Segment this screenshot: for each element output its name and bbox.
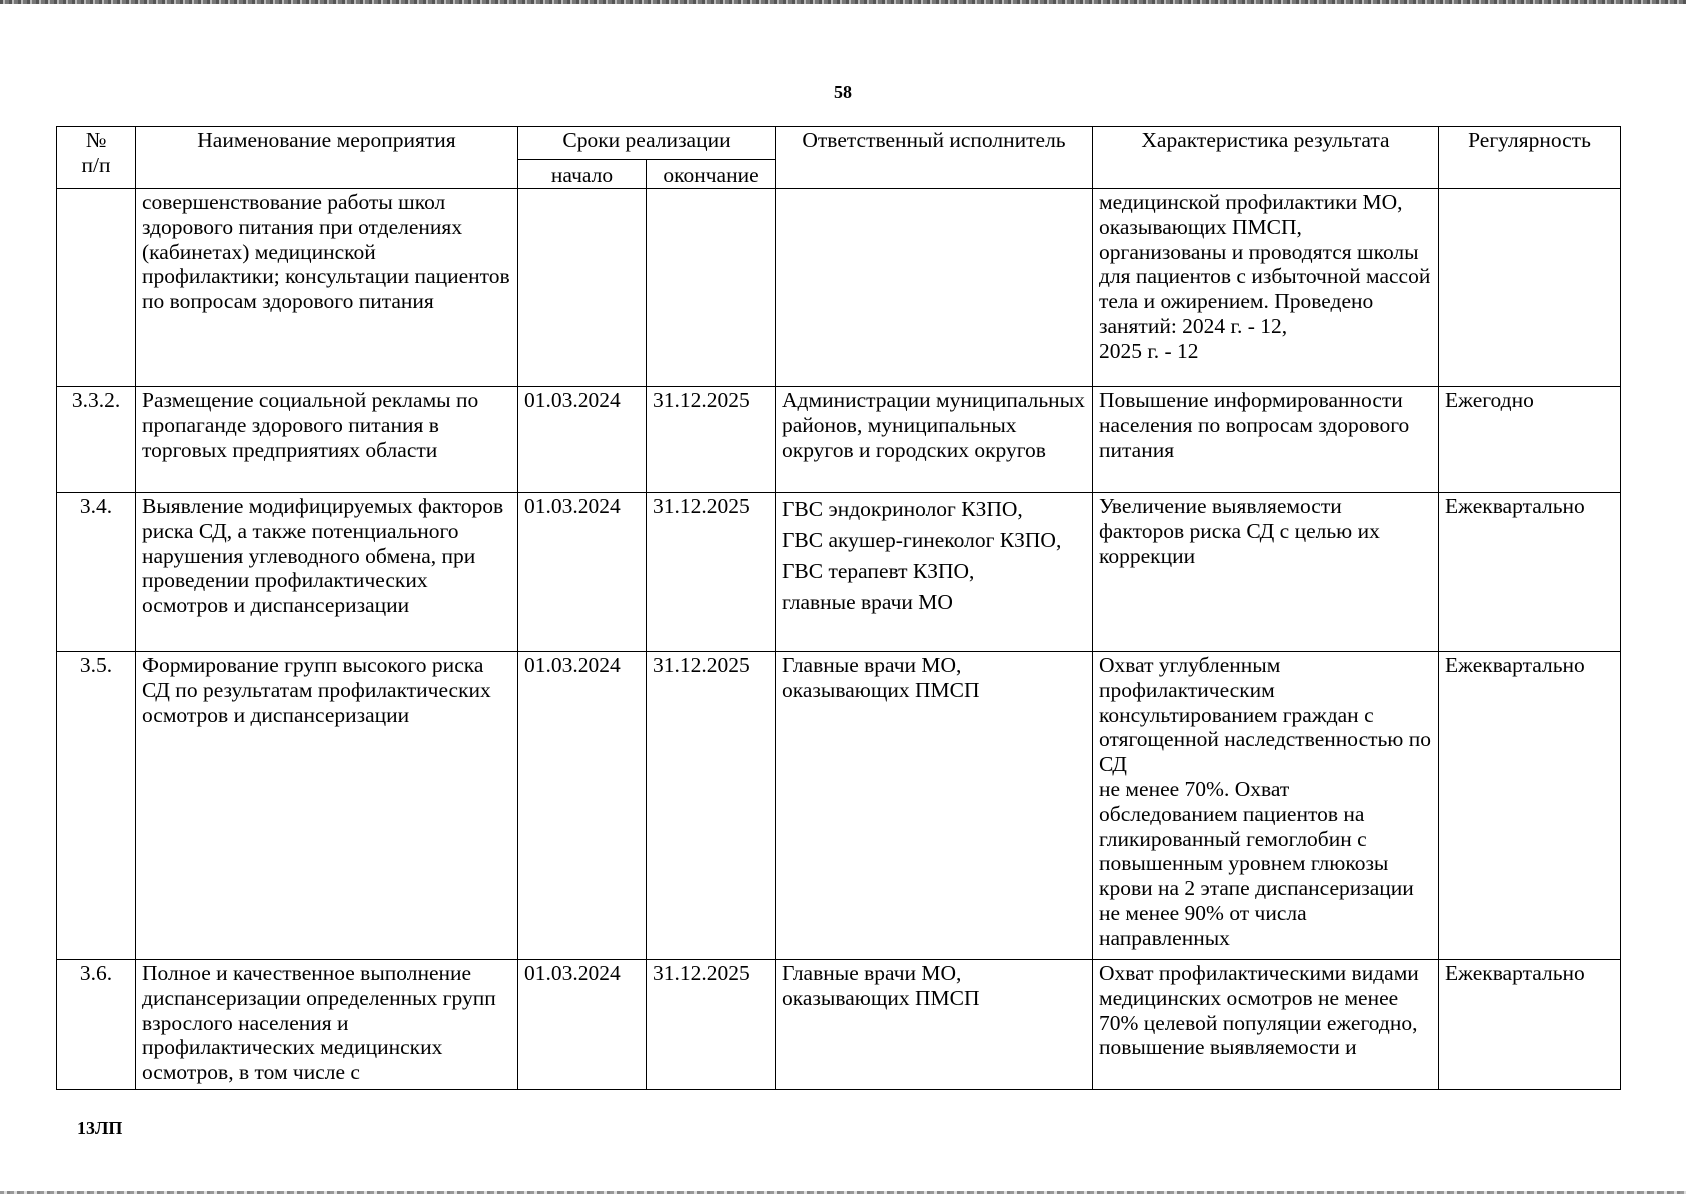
table-row bbox=[57, 652, 1621, 960]
header-num: № п/п bbox=[57, 127, 136, 189]
row-name: совершенствование работы школ здорового питания при отделениях (кабинетах) медицинской профилактики; консультации пациентов по вопросам здорового питания bbox=[136, 189, 518, 387]
row-result: медицинской профилактики МО, оказывающих ПМСП, организованы и проводятся школы для пациентов с избыточной массой тела и ожирением. Проведено занятий: 2024 г. - 12, 2025 г. - 12 bbox=[1093, 189, 1439, 387]
row-regularity: Ежегодно bbox=[1439, 387, 1621, 493]
table-row bbox=[57, 387, 1621, 493]
header-terms: Сроки реализации bbox=[518, 127, 776, 160]
header-regularity: Регулярность bbox=[1439, 127, 1621, 189]
header-start: начало bbox=[518, 160, 647, 189]
row-regularity: Ежеквартально bbox=[1439, 960, 1621, 1090]
row-name: Формирование групп высокого риска СД по результатам профилактических осмотров и диспансеризации bbox=[136, 652, 518, 960]
row-end bbox=[647, 189, 776, 387]
row-regularity: Ежеквартально bbox=[1439, 493, 1621, 652]
row-num: 3.6. bbox=[57, 960, 136, 1090]
header-name: Наименование мероприятия bbox=[136, 127, 518, 189]
row-result: Увеличение выявляемости факторов риска СД с целью их коррекции bbox=[1093, 493, 1439, 652]
row-executor: ГВС эндокринолог КЗПО, ГВС акушер-гинеколог КЗПО, ГВС терапевт КЗПО, главные врачи МО bbox=[776, 493, 1093, 652]
row-end: 31.12.2025 bbox=[647, 652, 776, 960]
row-regularity: Ежеквартально bbox=[1439, 652, 1621, 960]
scan-edge-top bbox=[0, 0, 1686, 4]
row-end: 31.12.2025 bbox=[647, 960, 776, 1090]
row-start bbox=[518, 189, 647, 387]
row-name: Размещение социальной рекламы по пропаганде здорового питания в торговых предприятиях области bbox=[136, 387, 518, 493]
row-start: 01.03.2024 bbox=[518, 652, 647, 960]
row-regularity bbox=[1439, 189, 1621, 387]
row-start: 01.03.2024 bbox=[518, 960, 647, 1090]
row-result: Повышение информированности населения по вопросам здорового питания bbox=[1093, 387, 1439, 493]
table-row bbox=[57, 493, 1621, 652]
row-num: 3.5. bbox=[57, 652, 136, 960]
table-row bbox=[57, 189, 1621, 387]
document-code: 13ЛП bbox=[77, 1118, 123, 1138]
header-executor: Ответственный исполнитель bbox=[776, 127, 1093, 189]
row-executor: Главные врачи МО, оказывающих ПМСП bbox=[776, 652, 1093, 960]
row-num: 3.4. bbox=[57, 493, 136, 652]
row-name: Выявление модифицируемых факторов риска СД, а также потенциального нарушения углеводного обмена, при проведении профилактических осмотров и диспансеризации bbox=[136, 493, 518, 652]
row-executor bbox=[776, 189, 1093, 387]
header-end: окончание bbox=[647, 160, 776, 189]
row-end: 31.12.2025 bbox=[647, 493, 776, 652]
row-end: 31.12.2025 bbox=[647, 387, 776, 493]
scan-edge-bottom bbox=[0, 1191, 1686, 1194]
row-num: 3.3.2. bbox=[57, 387, 136, 493]
row-start: 01.03.2024 bbox=[518, 493, 647, 652]
row-name: Полное и качественное выполнение диспансеризации определенных групп взрослого населения и профилактических медицинских осмотров, в том числе с bbox=[136, 960, 518, 1090]
header-row bbox=[57, 127, 1621, 160]
table-row bbox=[57, 960, 1621, 1090]
row-executor: Главные врачи МО, оказывающих ПМСП bbox=[776, 960, 1093, 1090]
row-start: 01.03.2024 bbox=[518, 387, 647, 493]
row-executor: Администрации муниципальных районов, муниципальных округов и городских округов bbox=[776, 387, 1093, 493]
page-number: 58 bbox=[834, 82, 852, 102]
row-num bbox=[57, 189, 136, 387]
row-result: Охват профилактическими видами медицинских осмотров не менее 70% целевой популяции ежегодно, повышение выявляемости и bbox=[1093, 960, 1439, 1090]
header-result: Характеристика результата bbox=[1093, 127, 1439, 189]
action-plan-table bbox=[56, 126, 1621, 1090]
row-result: Охват углубленным профилактическим консультированием граждан с отягощенной наследственностью по СД не менее 70%. Охват обследованием пациентов на гликированный гемоглобин с повышенным уровнем глюкозы крови на 2 этапе диспансеризации не менее 90% от числа направленных bbox=[1093, 652, 1439, 960]
